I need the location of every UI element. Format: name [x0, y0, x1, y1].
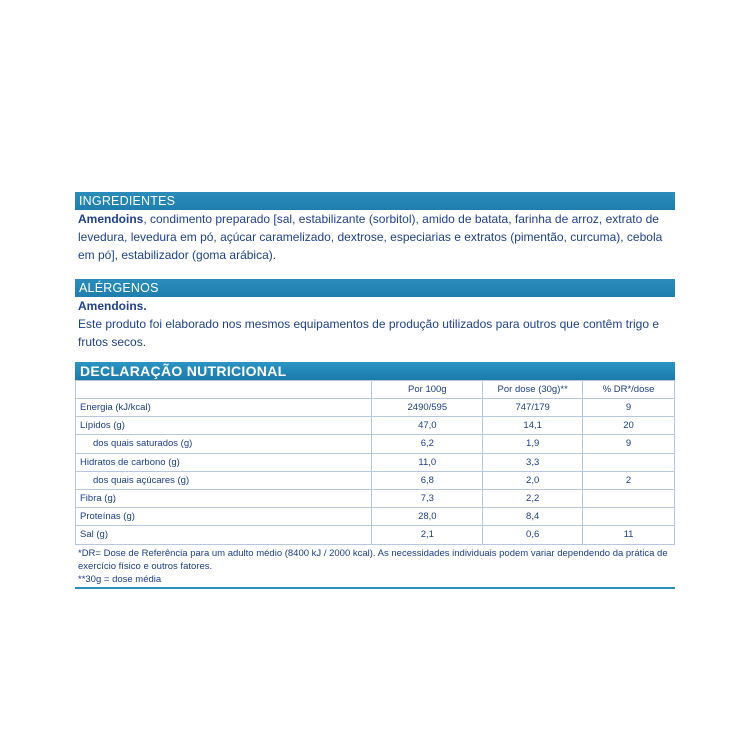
row-label: dos quais saturados (g): [76, 435, 372, 453]
table-row: [76, 489, 675, 507]
table-row: [76, 417, 675, 435]
header-cell-perdose: Por dose (30g)**: [483, 381, 583, 399]
header-cell-label: [76, 381, 372, 399]
allergens-title: ALÉRGENOS: [75, 279, 675, 297]
row-dr: 9: [583, 435, 675, 453]
row-per100: 2,1: [372, 526, 483, 544]
row-per100: 2490/595: [372, 399, 483, 417]
table-row: [76, 399, 675, 417]
table-row: [76, 435, 675, 453]
row-per100: 7,3: [372, 489, 483, 507]
row-label: Hidratos de carbono (g): [76, 453, 372, 471]
allergens-text: Este produto foi elaborado nos mesmos equipamentos de produção utilizados para outros que contêm trigo e frutos secos.: [78, 317, 660, 349]
row-perdose: 747/179: [483, 399, 583, 417]
row-perdose: 2,2: [483, 489, 583, 507]
row-dr: 11: [583, 526, 675, 544]
row-per100: 28,0: [372, 508, 483, 526]
ingredients-text: [75, 210, 675, 264]
table-row: [76, 471, 675, 489]
row-label: Proteínas (g): [76, 508, 372, 526]
row-perdose: 1,9: [483, 435, 583, 453]
row-perdose: 0,6: [483, 526, 583, 544]
row-dr: [583, 508, 675, 526]
nutrition-section: [75, 362, 675, 589]
row-perdose: 8,4: [483, 508, 583, 526]
table-row: [76, 526, 675, 544]
row-dr: 9: [583, 399, 675, 417]
nutrition-header-row: [76, 381, 675, 399]
table-row: [76, 508, 675, 526]
ingredients-rest: , condimento preparado [sal, estabilizante (sorbitol), amido de batata, farinha de arroz, extrato de levedura, levedura em pó, açúcar caramelizado, dextrose, especiarias e extratos (pimentão, curcuma), cebola em pó], estabilizador (goma arábica).: [78, 212, 663, 262]
row-label: Energia (kJ/kcal): [76, 399, 372, 417]
row-per100: 6,8: [372, 471, 483, 489]
row-dr: [583, 489, 675, 507]
ingredients-title: INGREDIENTES: [75, 192, 675, 210]
row-per100: 47,0: [372, 417, 483, 435]
row-per100: 11,0: [372, 453, 483, 471]
row-dr: 20: [583, 417, 675, 435]
allergens-section: [75, 279, 675, 351]
ingredients-section: [75, 192, 675, 264]
row-perdose: 14,1: [483, 417, 583, 435]
nutrition-table: [75, 380, 675, 545]
nutrition-table-body: [76, 381, 675, 545]
row-label: Fibra (g): [76, 489, 372, 507]
row-dr: 2: [583, 471, 675, 489]
bottom-rule: [75, 587, 675, 589]
row-label: Sal (g): [76, 526, 372, 544]
nutrition-title: DECLARAÇÃO NUTRICIONAL: [75, 362, 675, 380]
row-perdose: 3,3: [483, 453, 583, 471]
row-label: Lípidos (g): [76, 417, 372, 435]
row-dr: [583, 453, 675, 471]
ingredients-lead: Amendoins: [78, 212, 144, 226]
row-label: dos quais açúcares (g): [76, 471, 372, 489]
row-per100: 6,2: [372, 435, 483, 453]
table-row: [76, 453, 675, 471]
row-perdose: 2,0: [483, 471, 583, 489]
footnote-dose: **30g = dose média: [78, 573, 162, 585]
header-cell-dr: % DR*/dose: [583, 381, 675, 399]
allergens-lead: Amendoins.: [78, 299, 147, 313]
header-cell-per100: Por 100g: [372, 381, 483, 399]
footnote-dr: *DR= Dose de Referência para um adulto médio (8400 kJ / 2000 kcal). As necessidades individuais podem variar dependendo da prática de exercício físico e outros fatores.: [78, 547, 668, 572]
